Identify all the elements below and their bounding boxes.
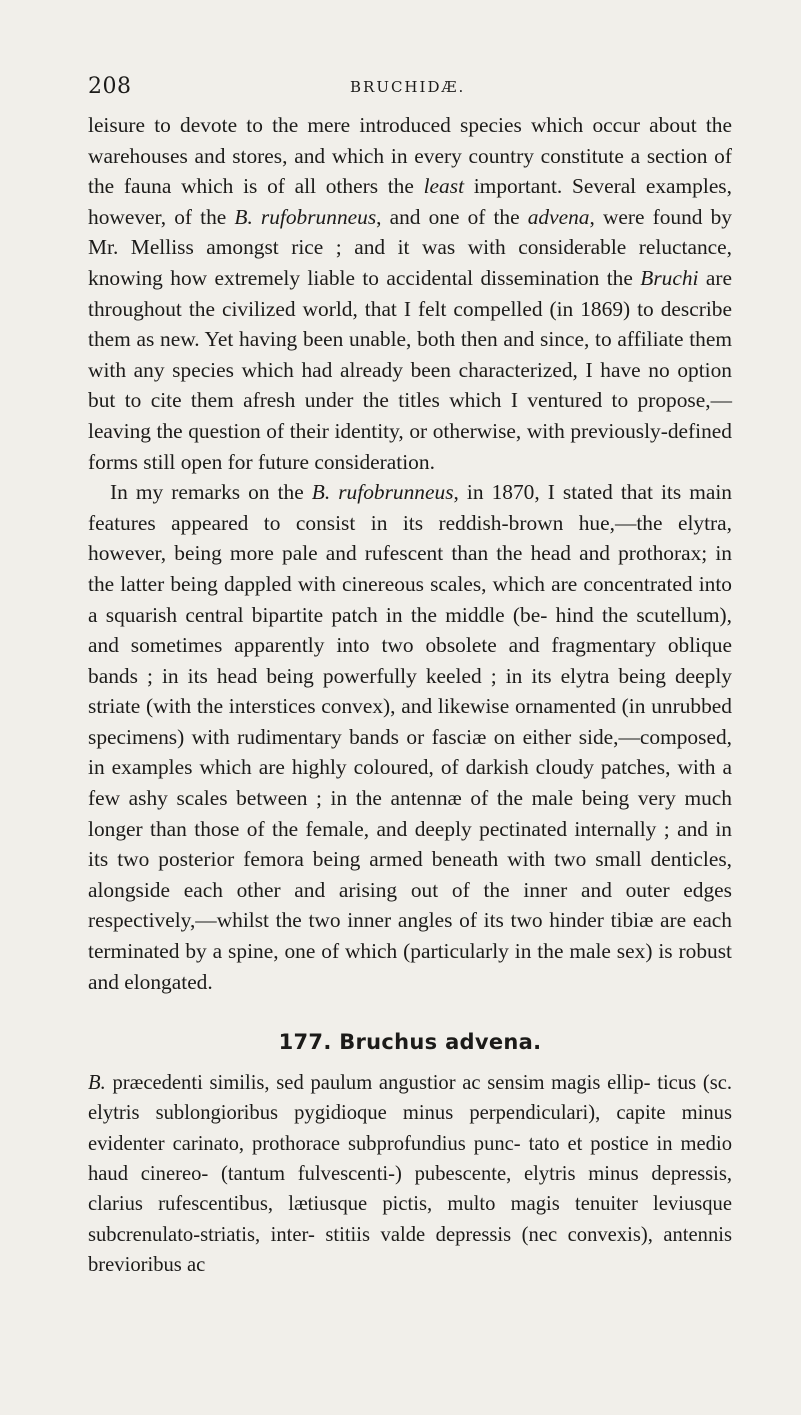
italic-text-run: B. — [88, 1071, 106, 1094]
italic-text-run: least — [423, 174, 465, 199]
text-run: , and one of the — [376, 204, 528, 229]
page-number: 208 — [88, 74, 132, 99]
text-run: leisure to devote to the mere introduced species which occur about the warehouses and stores, and which in every country constitute a section of the fauna which is of all others the — [88, 113, 732, 199]
latin-description — [88, 1068, 732, 1281]
paragraph-intro — [88, 110, 732, 477]
body-text — [88, 110, 732, 1281]
running-title: BRUCHIDÆ. — [350, 78, 466, 96]
text-run: , were found by Mr. Melliss amongst rice ; and it was with considerable reluctance, knowing how extremely liable to accidental dissemination the — [88, 204, 732, 290]
text-run: In my remarks on the — [110, 480, 312, 505]
section-heading: 177. Bruchus advena. — [278, 1030, 542, 1055]
text-run: important. Several examples, however, of the — [88, 174, 732, 229]
paragraph-rufobrunneus-remarks — [88, 477, 732, 997]
italic-text-run: B. rufobrunneus — [234, 204, 377, 229]
italic-text-run: advena — [527, 204, 590, 229]
text-run: præcedenti similis, sed paulum angustior ac sensim magis ellip- ticus (sc. elytris sublongioribus pygidioque minus perpendiculari), capite minus evidenter carinato, prothorace subprofundius punc- tato et postice in medio haud cinereo- (tantum fulvescenti-) pubescente, elytris minus depressis, clarius rufescentibus, lætiusque pictis, multo magis tenuiter leviusque subcrenulato-striatis, inter- stitiis valde depressis (nec convexis), antennis brevioribus ac — [88, 1071, 732, 1277]
page-header — [88, 74, 731, 104]
italic-text-run: Bruchi — [640, 265, 699, 290]
text-run: , in 1870, I stated that its main features appeared to consist in its reddish-brown hue,—the elytra, however, being more pale and rufescent than the head and prothorax; in the latter being dappled with cinereous scales, which are concentrated into a squarish central bipartite patch in the middle (be- hind the scutellum), and sometimes apparently into two obsolete and fragmentary oblique bands ; in its head being powerfully keeled ; in its elytra being deeply striate (with the interstices convex), and likewise ornamented (in unrubbed specimens) with rudimentary bands or fasciæ on either side,—composed, in examples which are highly coloured, of darkish cloudy patches, with a few ashy scales between ; in the antennæ of the male being very much longer than those of the female, and deeply pectinated internally ; and in its two posterior femora being armed beneath with two small denticles, alongside each other and arising out of the inner and outer edges respectively,—whilst the two inner angles of its two hinder tibiæ are each terminated by a spine, one of which (particularly in the male sex) is robust and elongated. — [88, 480, 732, 994]
text-run: are throughout the civilized world, that I felt compelled (in 1869) to describe them as new. Yet having been unable, both then and since, to affiliate them with any species which had already been characterized, I have no option but to cite them afresh under the titles which I ventured to propose,—leaving the question of their identity, or otherwise, with previously-defined forms still open for future consideration. — [88, 265, 732, 474]
italic-text-run: B. rufobrunneus — [311, 480, 454, 505]
